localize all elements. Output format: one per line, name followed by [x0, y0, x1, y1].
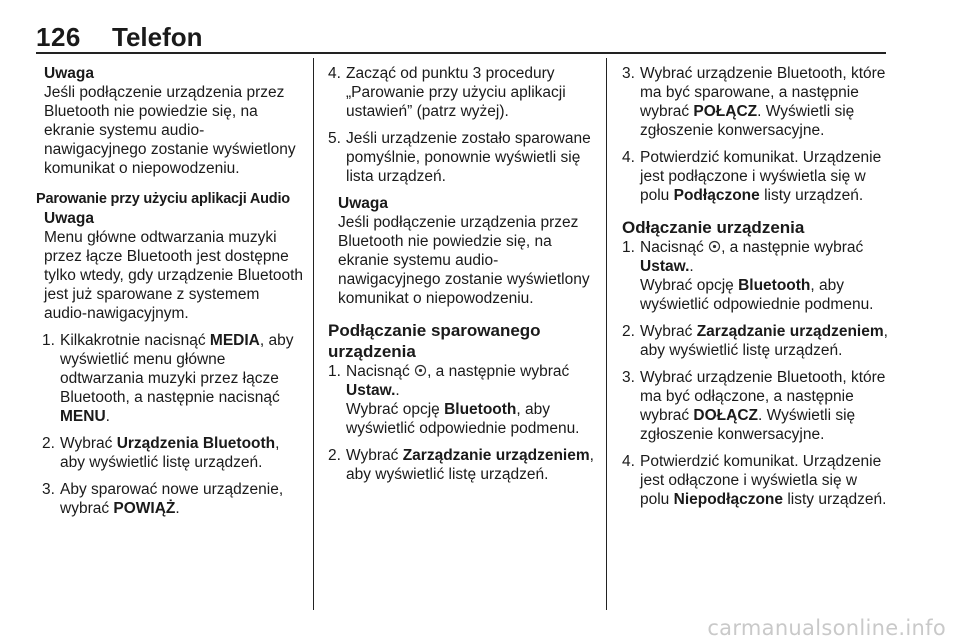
section-title: Telefon	[112, 22, 203, 52]
step-text: Wybrać	[640, 323, 697, 340]
steps-list	[36, 331, 306, 518]
list-item	[616, 64, 888, 140]
media-label: MEDIA	[209, 332, 260, 349]
bluetooth-label: Bluetooth	[738, 277, 811, 294]
list-item	[616, 148, 888, 205]
step-number: 1.	[328, 363, 341, 380]
step-number: 2.	[622, 323, 635, 340]
menu-label: MENU	[60, 408, 106, 425]
step-text: , aby wyświetlić odpowiednie podmenu.	[640, 277, 874, 313]
connected-label: Podłączone	[673, 187, 760, 204]
list-item	[36, 331, 306, 426]
step-text: , a następnie wybrać	[721, 239, 864, 256]
step-number: 1.	[42, 332, 55, 349]
step-text: Wybrać opcję	[346, 401, 445, 418]
steps-list	[616, 64, 888, 205]
step-number: 4.	[622, 149, 635, 166]
column-1	[36, 64, 306, 526]
note-title: Uwaga	[44, 65, 94, 82]
step-number: 3.	[42, 481, 55, 498]
heading-disconnect: Odłączanie urządzenia	[622, 218, 805, 237]
device-management-label: Zarządzanie urządzeniem	[696, 323, 884, 340]
step-text: Jeśli urządzenie zostało sparowane pomyślnie, ponownie wyświetli się lista urządzeń.	[346, 130, 591, 185]
list-item	[36, 480, 306, 518]
disconnect-label: DOŁĄCZ	[693, 407, 758, 424]
step-text: listy urządzeń.	[783, 491, 887, 508]
step-text: Wybrać	[60, 435, 117, 452]
header-rule	[36, 52, 886, 54]
note-1	[36, 64, 306, 178]
page-number: 126	[36, 22, 81, 52]
step-text: , aby wyświetlić odpowiednie podmenu.	[346, 401, 580, 437]
steps-list	[322, 362, 598, 484]
sub-step	[346, 400, 598, 438]
steps-list	[322, 64, 598, 186]
step-text: Potwierdzić komunikat. Urządzenie jest odłączone i wyświetla się w polu	[640, 453, 882, 508]
step-number: 3.	[622, 369, 635, 386]
sub-step	[640, 276, 888, 314]
note-2	[36, 209, 306, 323]
step-number: 1.	[622, 239, 635, 256]
step-text: Aby sparować nowe urządzenie, wybrać	[60, 481, 284, 517]
list-item	[616, 322, 888, 360]
step-text: .	[105, 408, 110, 425]
note-text: Menu główne odtwarzania muzyki przez łącze Bluetooth jest dostępne tylko wtedy, gdy urządzenie Bluetooth jest już sparowane z systemem audio-nawigacyjnym.	[44, 229, 304, 322]
settings-label: Ustaw.	[346, 382, 396, 399]
step-text: Wybrać	[346, 447, 403, 464]
step-text: . Wyświetli się zgłoszenie konwersacyjne.	[640, 407, 856, 443]
heading-connect-paired: Podłączanie sparowanego urządzenia	[328, 321, 541, 361]
connect-label: POŁĄCZ	[693, 103, 758, 120]
step-text: , aby wyświetlić listę urządzeń.	[60, 435, 280, 471]
steps-list	[616, 238, 888, 509]
device-management-label: Zarządzanie urządzeniem	[402, 447, 590, 464]
pair-label: POWIĄŻ	[113, 500, 176, 517]
bluetooth-label: Bluetooth	[444, 401, 517, 418]
step-text: Potwierdzić komunikat. Urządzenie jest podłączone i wyświetla się w polu	[640, 149, 882, 204]
list-item	[616, 452, 888, 509]
note-3	[322, 194, 598, 308]
step-number: 3.	[622, 65, 635, 82]
menu-icon	[708, 240, 721, 253]
heading-pairing-audio: Parowanie przy użyciu aplikacji Audio	[36, 191, 290, 207]
page-header	[36, 22, 886, 52]
note-title: Uwaga	[338, 195, 388, 212]
list-item	[616, 238, 888, 314]
step-number: 5.	[328, 130, 341, 147]
step-text: Wybrać opcję	[640, 277, 739, 294]
step-number: 4.	[328, 65, 341, 82]
step-text: Wybrać urządzenie Bluetooth, które ma być sparowane, a następnie wybrać	[640, 65, 886, 120]
step-text: listy urządzeń.	[759, 187, 864, 204]
column-divider-1	[313, 58, 314, 610]
step-text: Kilkakrotnie nacisnąć	[60, 332, 210, 349]
menu-icon	[414, 364, 427, 377]
devices-label: Urządzenia Bluetooth	[116, 435, 276, 452]
column-2	[322, 64, 598, 492]
list-item	[616, 368, 888, 444]
step-text: .	[689, 258, 694, 275]
step-text: Nacisnąć	[640, 239, 709, 256]
step-text: .	[395, 382, 400, 399]
list-item	[36, 434, 306, 472]
list-item	[322, 64, 598, 121]
settings-label: Ustaw.	[640, 258, 690, 275]
step-text: , aby wyświetlić listę urządzeń.	[346, 447, 594, 483]
step-number: 2.	[42, 435, 55, 452]
step-number: 4.	[622, 453, 635, 470]
step-text: Zacząć od punktu 3 procedury „Parowanie przy użyciu aplikacji ustawień” (patrz wyżej).	[346, 65, 566, 120]
note-title: Uwaga	[44, 210, 94, 227]
step-number: 2.	[328, 447, 341, 464]
step-text: Nacisnąć	[346, 363, 415, 380]
step-text: , a następnie wybrać	[427, 363, 570, 380]
step-text: , aby wyświetlić menu główne odtwarzania muzyki przez łącze Bluetooth, a następnie nacisnąć	[60, 332, 294, 406]
note-text: Jeśli podłączenie urządzenia przez Bluetooth nie powiedzie się, na ekranie systemu audio-nawigacyjnego zostanie wyświetlony komunikat o niepowodzeniu.	[44, 84, 296, 177]
step-text: Wybrać urządzenie Bluetooth, które ma być odłączone, a następnie wybrać	[640, 369, 886, 424]
watermark: carmanualsonline.info	[707, 616, 946, 640]
column-divider-2	[606, 58, 607, 610]
not-connected-label: Niepodłączone	[673, 491, 784, 508]
step-text: .	[175, 500, 180, 517]
list-item	[322, 129, 598, 186]
step-text: . Wyświetli się zgłoszenie konwersacyjne.	[640, 103, 855, 139]
list-item	[322, 446, 598, 484]
list-item	[322, 362, 598, 438]
note-text: Jeśli podłączenie urządzenia przez Bluetooth nie powiedzie się, na ekranie systemu audio-nawigacyjnego zostanie wyświetlony komunikat o niepowodzeniu.	[338, 214, 590, 307]
step-text: , aby wyświetlić listę urządzeń.	[640, 323, 888, 359]
column-3	[616, 64, 888, 517]
